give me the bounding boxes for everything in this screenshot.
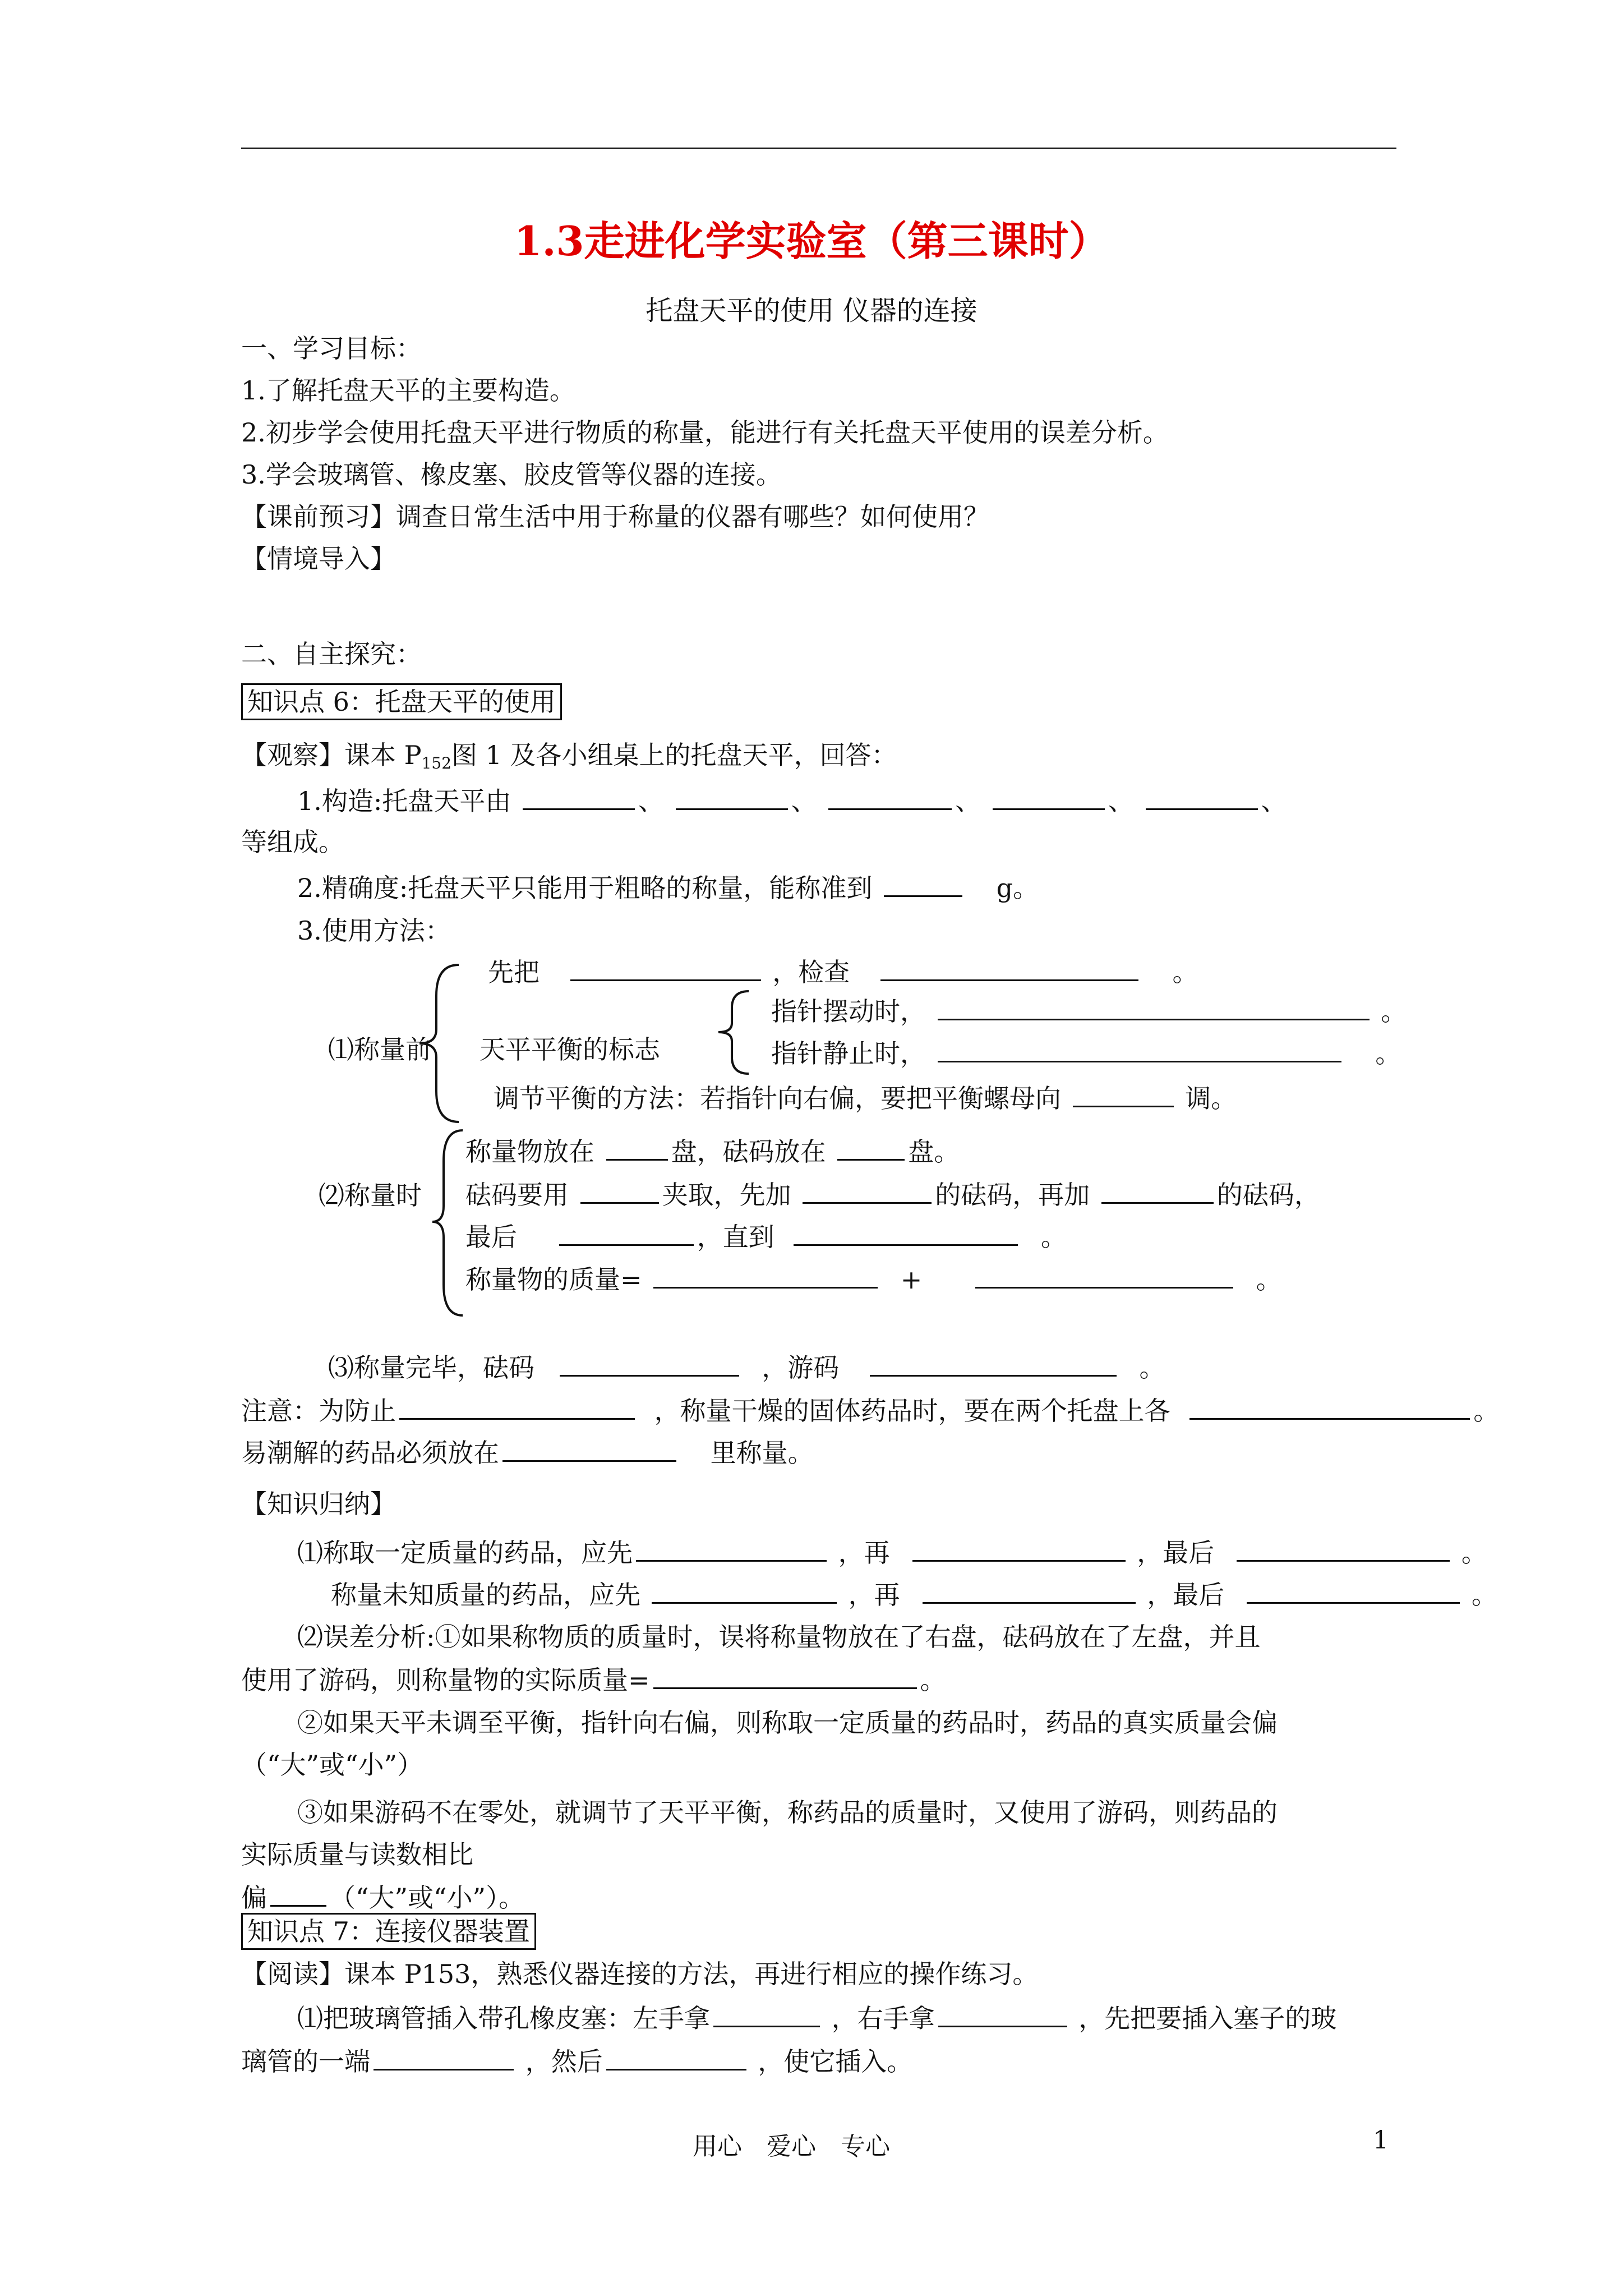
q2-text: 2.精确度:托盘天平只能用于粗略的称量，能称准到 xyxy=(297,873,873,903)
page-number-sub: 152 xyxy=(421,754,452,772)
goal-item: 1.了解托盘天平的主要构造。 xyxy=(241,375,575,406)
fill-blank[interactable] xyxy=(880,954,1138,981)
text: 称量物放在 xyxy=(465,1137,594,1167)
observe-line xyxy=(241,738,897,781)
text: 。 xyxy=(1381,996,1407,1027)
text: 的砝码， xyxy=(1216,1180,1320,1210)
note2-line xyxy=(241,1434,814,1470)
fill-blank[interactable] xyxy=(938,1035,1341,1062)
insert-line-2 xyxy=(241,2043,912,2079)
text: ，先把要插入塞子的玻 xyxy=(1078,2003,1337,2033)
sep: 、 xyxy=(638,786,665,816)
observe-text-b: 图 1 及各小组桌上的托盘天平，回答： xyxy=(451,740,897,770)
section-heading-goals: 一、学习目标： xyxy=(241,333,422,364)
observe-text-a: 【观察】课本 P xyxy=(241,740,422,770)
fill-blank[interactable] xyxy=(559,1218,694,1246)
fill-blank[interactable] xyxy=(912,1534,1126,1562)
fill-blank[interactable] xyxy=(523,783,635,810)
text: 称量物的质量= xyxy=(465,1264,642,1295)
text: ，称量干燥的固体药品时，要在两个托盘上各 xyxy=(654,1396,1170,1426)
read-line: 【阅读】课本 P153，熟悉仪器连接的方法，再进行相应的操作练习。 xyxy=(241,1959,1039,1989)
brace-balance xyxy=(715,988,754,1078)
goal-item: 2.初步学会使用托盘天平进行物质的称量，能进行有关托盘天平使用的误差分析。 xyxy=(241,417,1169,448)
before-step-put xyxy=(488,954,1198,990)
fill-blank[interactable] xyxy=(1073,1080,1174,1107)
fill-blank[interactable] xyxy=(399,1392,635,1420)
place-line xyxy=(465,1133,960,1169)
text: 盘，砝码放在 xyxy=(671,1137,826,1167)
swing-line xyxy=(771,993,1407,1029)
fill-blank[interactable] xyxy=(975,1261,1233,1289)
balance-sign-label: 天平平衡的标志 xyxy=(479,1034,660,1065)
fill-blank[interactable] xyxy=(803,1176,932,1204)
error-1b xyxy=(241,1662,946,1697)
sep: 、 xyxy=(955,786,981,816)
text: 调。 xyxy=(1185,1083,1237,1114)
fill-blank[interactable] xyxy=(570,954,761,981)
header-rule xyxy=(241,148,1396,149)
error-2: ②如果天平未调至平衡，指针向右偏，则称取一定质量的药品时，药品的真实质量会偏 xyxy=(297,1708,1278,1738)
text: 称量未知质量的药品，应先 xyxy=(331,1580,640,1610)
intro-line: 【情境导入】 xyxy=(241,544,396,574)
text: ，最后 xyxy=(1137,1538,1215,1568)
brace-during xyxy=(429,1128,468,1318)
text: ，直到 xyxy=(697,1222,774,1252)
fill-blank[interactable] xyxy=(993,783,1105,810)
text: 。 xyxy=(1256,1264,1282,1295)
fill-blank[interactable] xyxy=(1146,783,1258,810)
fill-blank[interactable] xyxy=(1189,1392,1470,1420)
text: 。 xyxy=(920,1665,946,1695)
text: 最后 xyxy=(465,1222,517,1252)
sep: 、 xyxy=(791,786,817,816)
error-3: ③如果游码不在零处，就调节了天平平衡，称药品的质量时，又使用了游码，则药品的 xyxy=(297,1797,1278,1828)
summary-heading: 【知识归纳】 xyxy=(241,1489,396,1519)
question-precision xyxy=(297,869,1039,905)
error-2b: （“大”或“小”） xyxy=(241,1750,423,1780)
goal-item: 3.学会玻璃管、橡皮塞、胶皮管等仪器的连接。 xyxy=(241,459,782,490)
text: ，右手拿 xyxy=(831,2003,935,2033)
fill-blank[interactable] xyxy=(1101,1176,1214,1204)
text: ，最后 xyxy=(1147,1580,1225,1610)
section-heading-explore: 二、自主探究： xyxy=(241,639,422,669)
fill-blank[interactable] xyxy=(837,1133,905,1161)
page-number: 1 xyxy=(1373,2126,1389,2155)
during-label: ⑵称量时 xyxy=(319,1180,422,1211)
fill-blank[interactable] xyxy=(374,2043,514,2070)
preview-line: 【课前预习】调查日常生活中用于称量的仪器有哪些？如何使用？ xyxy=(241,501,989,532)
question-usage: 3.使用方法： xyxy=(297,915,451,946)
last-line xyxy=(465,1218,1067,1254)
text: 注意：为防止 xyxy=(241,1396,396,1426)
fill-blank[interactable] xyxy=(828,783,952,810)
text: 指针摆动时， xyxy=(771,996,926,1027)
fill-blank[interactable] xyxy=(606,1133,668,1161)
fill-blank[interactable] xyxy=(713,2000,820,2027)
q2-unit: g。 xyxy=(996,873,1039,903)
sep: 、 xyxy=(1261,786,1287,816)
fill-blank[interactable] xyxy=(884,869,962,897)
insert-line-1 xyxy=(297,2000,1336,2036)
text: 里称量。 xyxy=(710,1438,814,1468)
fill-blank[interactable] xyxy=(938,993,1370,1020)
text: 的砝码，再加 xyxy=(935,1180,1090,1210)
summary-line-2 xyxy=(331,1576,1497,1612)
text: ，游码 xyxy=(762,1352,840,1383)
sep: 、 xyxy=(1108,786,1134,816)
text: 夹取，先加 xyxy=(662,1180,791,1210)
text: 璃管的一端 xyxy=(241,2046,370,2077)
before-label: ⑴称量前 xyxy=(328,1034,431,1065)
fill-blank[interactable] xyxy=(676,783,788,810)
q1-text: 1.构造:托盘天平由 xyxy=(297,786,511,816)
text: ⑶称量完毕，砝码 xyxy=(328,1352,534,1383)
text: 。 xyxy=(1375,1038,1401,1069)
fill-blank[interactable] xyxy=(652,1576,837,1604)
text: 先把 xyxy=(488,957,540,987)
text: ，使它插入。 xyxy=(758,2046,913,2077)
fill-blank[interactable] xyxy=(653,1261,878,1289)
fill-blank[interactable] xyxy=(580,1176,659,1204)
text: 调节平衡的方法：若指针向右偏，要把平衡螺母向 xyxy=(494,1083,1061,1114)
q1-end: 等组成。 xyxy=(241,827,344,857)
fill-blank[interactable] xyxy=(938,2000,1067,2027)
fill-blank[interactable] xyxy=(502,1434,676,1462)
knowledge-point-7: 知识点 7：连接仪器装置 xyxy=(241,1913,536,1950)
fill-blank[interactable] xyxy=(870,1349,1117,1377)
fill-blank[interactable] xyxy=(606,2043,746,2070)
text: 。 xyxy=(1040,1222,1067,1252)
text: ，检查 xyxy=(772,957,850,987)
summary-line-1 xyxy=(297,1534,1487,1570)
question-structure xyxy=(297,783,1287,818)
after-line xyxy=(328,1349,1165,1385)
text: 指针静止时， xyxy=(771,1038,926,1069)
text: ⑴把玻璃管插入带孔橡皮塞：左手拿 xyxy=(297,2003,710,2033)
text: 砝码要用 xyxy=(465,1180,569,1210)
text: 。 xyxy=(1471,1580,1497,1610)
error-1: ⑵误差分析:①如果称物质的质量时，误将称量物放在了右盘，砝码放在了左盘，并且 xyxy=(297,1622,1261,1652)
error-3b: 实际质量与读数相比 xyxy=(241,1839,473,1870)
text: 易潮解的药品必须放在 xyxy=(241,1438,499,1468)
text: （“大”或“小”）。 xyxy=(330,1883,525,1913)
knowledge-point-6: 知识点 6：托盘天平的使用 xyxy=(241,683,562,720)
note-line xyxy=(241,1392,1499,1428)
fill-blank[interactable] xyxy=(923,1576,1136,1604)
page-subtitle: 托盘天平的使用 仪器的连接 xyxy=(645,295,978,326)
text: 。 xyxy=(1139,1352,1165,1383)
text: 。 xyxy=(1172,957,1198,987)
weights-line xyxy=(465,1176,1320,1212)
text: ，再 xyxy=(838,1538,890,1568)
adjust-line xyxy=(494,1080,1237,1116)
page-title: 1.3走进化学实验室（第三课时） xyxy=(514,217,1109,265)
text: ，再 xyxy=(848,1580,900,1610)
fill-blank[interactable] xyxy=(1237,1534,1450,1562)
text: ，然后 xyxy=(525,2046,603,2077)
footer-motto: 用心 爱心 专心 xyxy=(693,2132,890,2161)
text: 。 xyxy=(1473,1396,1500,1426)
fill-blank[interactable] xyxy=(794,1218,1018,1246)
fill-blank[interactable] xyxy=(270,1879,326,1907)
fill-blank[interactable] xyxy=(560,1349,739,1377)
fill-blank[interactable] xyxy=(653,1662,917,1689)
plus-sign: + xyxy=(900,1264,923,1295)
text: 偏 xyxy=(241,1883,267,1913)
still-line xyxy=(771,1035,1401,1071)
fill-blank[interactable] xyxy=(636,1534,827,1562)
error-3c xyxy=(241,1879,524,1915)
fill-blank[interactable] xyxy=(1247,1576,1460,1604)
text: 使用了游码，则称量物的实际质量= xyxy=(241,1665,650,1695)
text: 。 xyxy=(1461,1538,1487,1568)
text: ⑴称取一定质量的药品，应先 xyxy=(297,1538,633,1568)
text: 盘。 xyxy=(908,1137,960,1167)
mass-line xyxy=(465,1261,1282,1297)
